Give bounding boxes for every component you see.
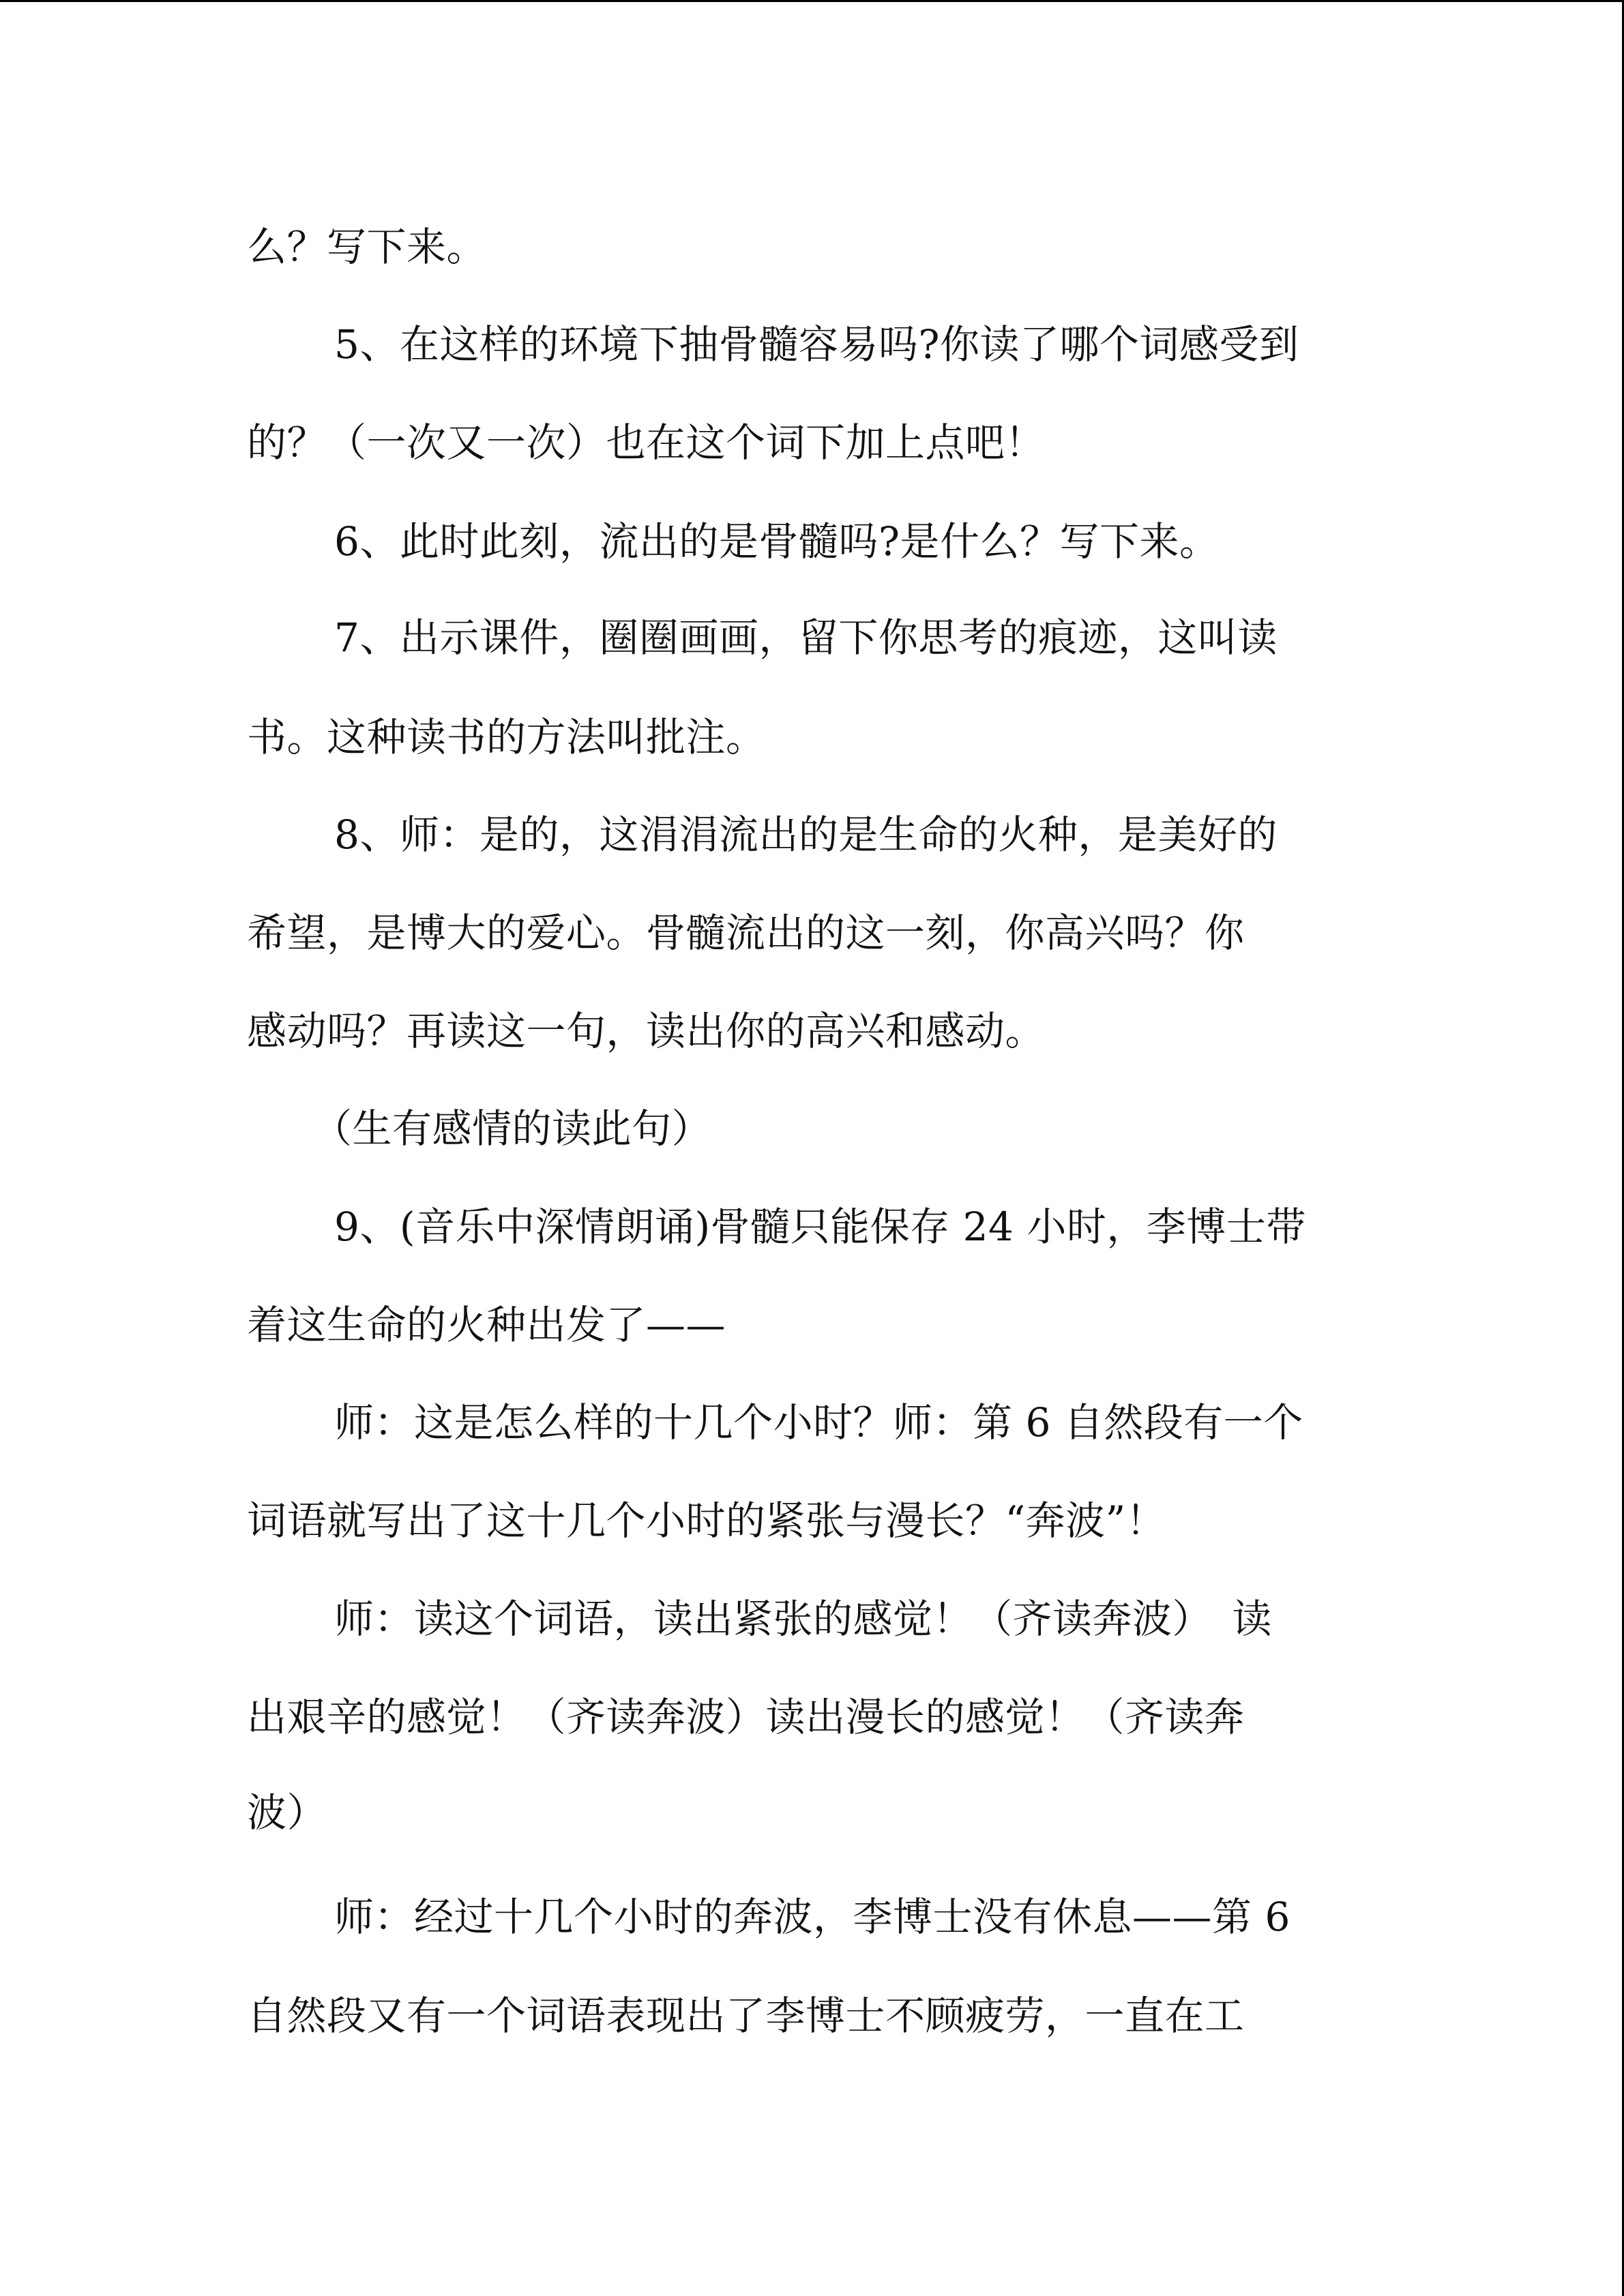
text-line-17: 波） xyxy=(247,1789,327,1836)
text-line-11: 9、(音乐中深情朗诵)骨髓只能保存 24 小时，李博士带 xyxy=(334,1204,1306,1250)
text-line-7: 8、师：是的，这涓涓流出的是生命的火种，是美好的 xyxy=(334,811,1278,858)
text-line-10: （生有感情的读此句） xyxy=(312,1105,712,1152)
text-line-13: 师：这是怎么样的十几个小时？师：第 6 自然段有一个 xyxy=(334,1399,1303,1446)
text-line-2: 5、在这样的环境下抽骨髓容易吗?你读了哪个词感受到 xyxy=(334,321,1299,368)
text-line-14: 词语就写出了这十几个小时的紧张与漫长？“奔波”！ xyxy=(247,1497,1166,1544)
text-line-6: 书。这种读书的方法叫批注。 xyxy=(247,714,766,760)
text-line-1: 么？写下来。 xyxy=(247,224,487,270)
page-top-border xyxy=(0,0,1624,2)
text-line-9: 感动吗？再读这一句，读出你的高兴和感动。 xyxy=(247,1008,1046,1054)
text-line-8: 希望，是博大的爱心。骨髓流出的这一刻，你高兴吗？你 xyxy=(247,910,1245,956)
text-line-18: 师：经过十几个小时的奔波，李博士没有休息——第 6 xyxy=(334,1894,1290,1940)
text-line-12: 着这生命的火种出发了—— xyxy=(247,1302,726,1348)
text-line-5: 7、出示课件，圈圈画画，留下你思考的痕迹，这叫读 xyxy=(334,614,1278,661)
text-line-3: 的？（一次又一次）也在这个词下加上点吧！ xyxy=(247,419,1046,466)
text-line-4: 6、此时此刻，流出的是骨髓吗?是什么？写下来。 xyxy=(334,518,1220,565)
text-line-15: 师：读这个词语，读出紧张的感觉！（齐读奔波） 读 xyxy=(334,1596,1273,1642)
text-line-19: 自然段又有一个词语表现出了李博士不顾疲劳，一直在工 xyxy=(247,1993,1245,2039)
text-line-16: 出艰辛的感觉！（齐读奔波）读出漫长的感觉！（齐读奔 xyxy=(247,1694,1245,1740)
